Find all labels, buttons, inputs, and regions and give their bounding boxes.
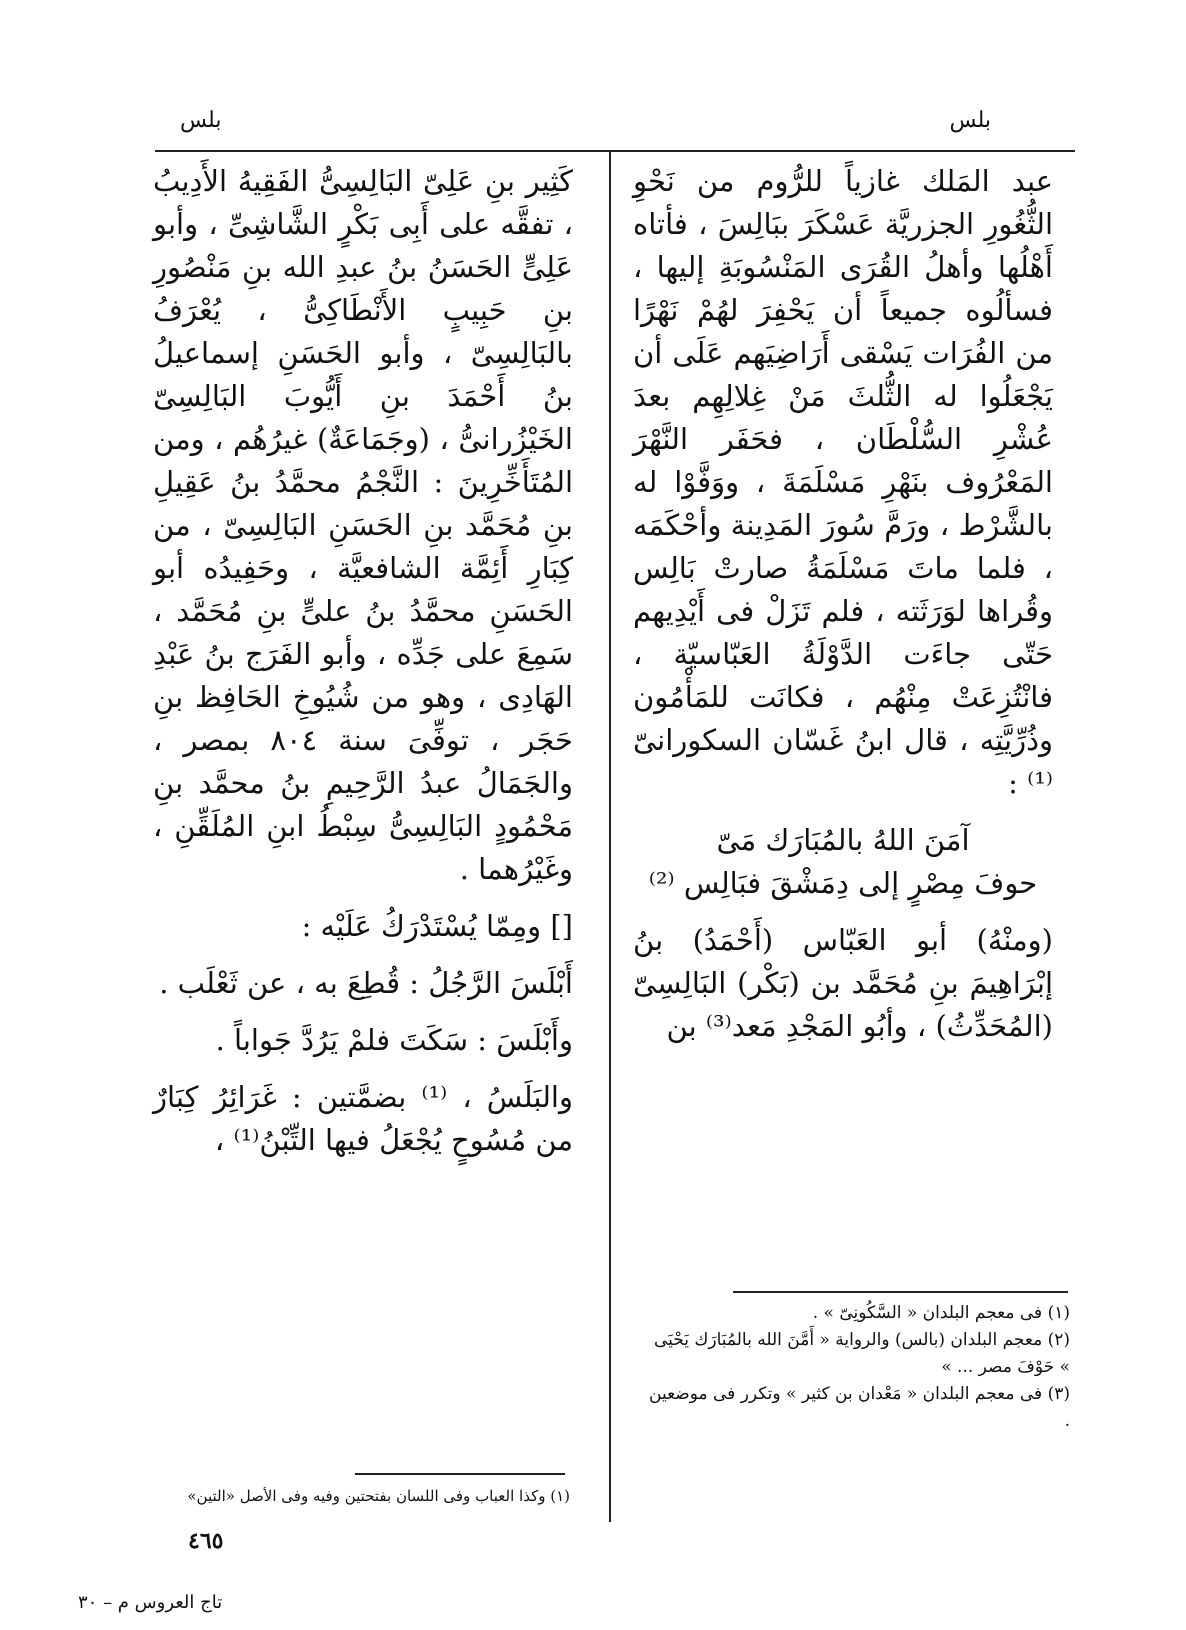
right-column-paragraph: (ومنْهُ) أبو العَبّاس (أَحْمَدُ) بنُ إبْرَاهِيمَ بنِ مُحَمَّد بن (بَكْر) البَالِسِىّ (المُحَدِّثُ) ، وأبُو المَجْدِ مَعد⁽³⁾ بن (633, 923, 1053, 1043)
column-divider (609, 152, 611, 1522)
page-number: ٤٦٥ (188, 1528, 224, 1554)
verse-line: آمَنَ اللهُ بالمُبَارَك مَىّ (716, 823, 970, 857)
left-footnotes (140, 1483, 570, 1510)
left-column-paragraph: كَثِير بنِ عَلِىّ البَالِسِىُّ الفَقِيهُ الأَدِيبُ ، تفقَّه على أَبِى بَكْرٍ الشَّاشِىِّ ، وأبو عَلِىٍّ الحَسَنُ بنُ عبدِ الله بنِ مَنْصُورِ بنِ حَبِيبٍ الأَنْطَاكِىُّ ، يُعْرَفُ بالبَالِسِىّ ، وأبو الحَسَنِ إسماعيلُ بنُ أَحْمَدَ بنِ أَيُّوبَ البَالِسِىّ الخَيْزُرانىُّ ، (وجَمَاعَةٌ) غيرُهُم ، ومن المُتَأَخِّرِينَ : النَّجْمُ محمَّدُ بنُ عَقِيلِ بنِ مُحَمَّد بنِ الحَسَنِ البَالِسِىّ ، من كِبَارِ أَئِمَّة الشافعيَّة ، وحَفِيدُه أبو الحَسَنِ محمَّدُ بنُ علىٍّ بنِ مُحَمَّد ، سَمِعَ على جَدِّه ، وأبو الفَرَج بنُ عَبْدِ الهَادِى ، وهو من شُيُوخِ الحَافِظ بنِ حَجَر ، توفِّىَ سنة ٨٠٤ بمصر ، والجَمَالُ عبدُ الرَّحِيمِ بنُ محمَّد بنِ مَحْمُودٍ البَالِسِىُّ سِبْطُ ابنِ المُلَقِّنِ ، وغَيْرُهما . (153, 164, 573, 886)
signature-mark: تاج العروس م – ٣٠ (78, 1592, 223, 1613)
left-column-paragraph: أَبْلَسَ الرَّجُلُ : قُطِعَ به ، عن ثَعْلَب . (159, 966, 573, 1000)
left-running-head: بلس (180, 108, 222, 133)
footnote: (١) وكذا العباب وفى اللسان بفتحتين وفيه وفى الأصل «التين» (187, 1487, 570, 1505)
footnote: (١) فى معجم البلدان « السَّكُونِىّ » . (812, 1303, 1070, 1323)
left-column-paragraph: والبَلَسُ ، ⁽¹⁾ بضمَّتين : غَرَائِرُ كِبَارٌ من مُسُوحٍ يُجْعَلُ فيها التِّبْنُ⁽¹⁾ ، (153, 1080, 573, 1157)
verse-line: حوفَ مِصْرٍ إلى دِمَشْقَ فبَالِس ⁽²⁾ (648, 866, 1038, 900)
header-rule (155, 150, 1075, 152)
left-column-paragraph: وأَبْلَسَ : سَكَتَ فلمْ يَرُدَّ جَواباً . (215, 1023, 573, 1057)
right-column-paragraph: عبد المَلك غازياً للرُّوم من نَحْوِ الثُّغُورِ الجزريَّة عَسْكَرَ ببَالِسَ ، فأتاه أَهْلُها وأهلُ القُرَى المَنْسُوبَةِ إليها ، فسألُوه جميعاً أن يَحْفِرَ لهُمْ نَهْرًا من الفُرَات يَسْقى أَرَاضِيَهم عَلَى أن يَجْعَلُوا له الثُّلثَ مَنْ غِلالِهِم بعدَ عُشْرِ السُّلْطَان ، فحَفَر النَّهْرَ المَعْرُوف بنَهْرِ مَسْلَمَةَ ، ووَفَّوْا له بالشَّرْط ، ورَمَّ سُورَ المَدِينة وأحْكَمَه ، فلما ماتَ مَسْلَمَةُ صارتْ بَالِس وقُراها لوَرَثَته ، فلم تَزَلْ فى أَيْدِيهم حَتّى جاءَت الدَّوْلَةُ العَبّاسيّة ، فانْتُزِعَتْ مِنْهُم ، فكانَت للمَأْمُون وذُرِّيَّتِه ، قال ابنُ غَسّان السكورانىّ ⁽¹⁾ : (633, 164, 1053, 800)
right-footnotes (640, 1300, 1070, 1435)
footnote: (٢) معجم البلدان (بالس) والرواية « أَمَّنَ الله بالمُبَارَك يَحْيَى » حَوْفَ مصر ... » (653, 1330, 1070, 1377)
left-column (153, 160, 573, 1162)
right-column (633, 160, 1053, 1048)
footnote-rule (733, 1291, 1068, 1293)
footnote-rule (355, 1473, 565, 1475)
footnote: (٣) فى معجم البلدان « مَعْدان بن كثير » وتكرر فى موضعين . (649, 1384, 1070, 1431)
right-running-head: بلس (949, 108, 991, 133)
left-column-paragraph: [] ومِمّا يُسْتَدْرَكُ عَلَيْه : (301, 909, 573, 943)
